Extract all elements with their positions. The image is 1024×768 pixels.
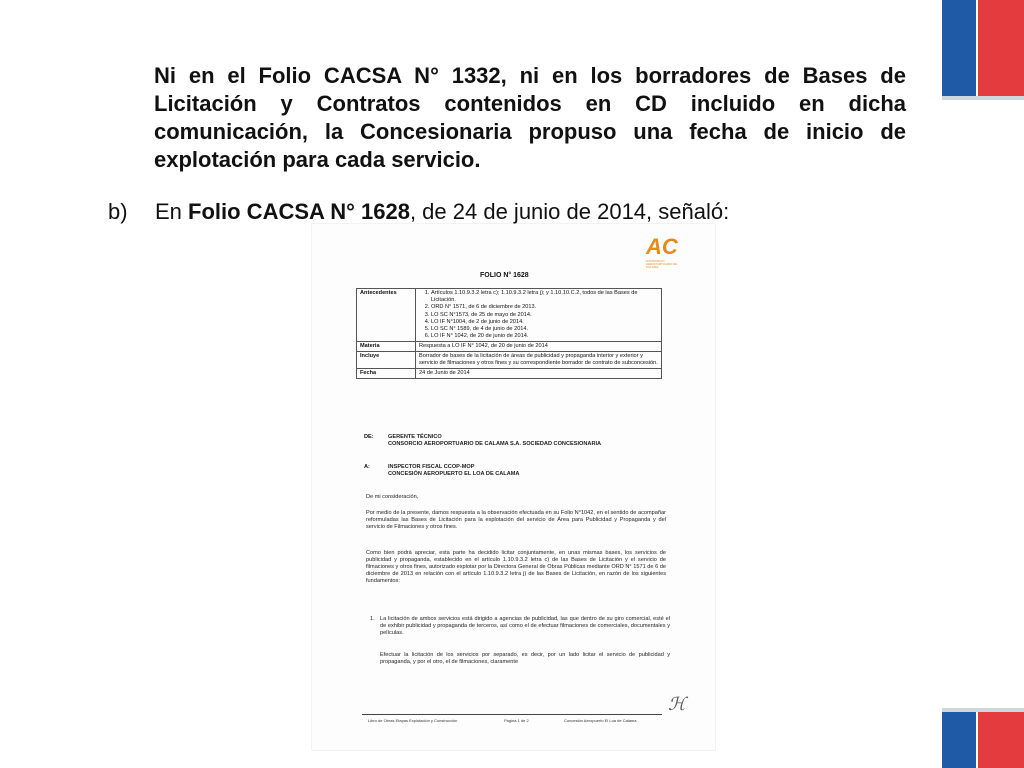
greeting: De mi consideración, (366, 494, 419, 500)
flag-red-stripe (978, 712, 1024, 768)
footer-divider (362, 714, 662, 715)
main-paragraph (154, 62, 906, 174)
flag-shadow (942, 96, 1024, 100)
list-marker: b) (108, 199, 128, 224)
paragraph-line: Ni en el Folio CACSA N° 1332, ni en los borradores de Bases de (154, 63, 906, 88)
scanned-document (312, 224, 715, 750)
header-table (356, 288, 662, 379)
antecedente-item: 4. LO IF N°1004, de 2 de junio de 2014. (431, 319, 658, 326)
list-number: 1. (370, 616, 375, 622)
flag-decoration-top (942, 0, 1024, 98)
item-prefix: En (155, 199, 189, 224)
logo-mark: AC (646, 234, 678, 259)
paragraph-1: Por medio de la presente, damos respuesta a la observación efectuada en su Folio N°1042, en el sentido de acompañar reformuladas las Bases de Licitación para la explotación del servicio de Área para Publicidad y Propaganda y del servicio de Filmaciones y otros fines. (366, 510, 666, 531)
de-line2: CONSORCIO AEROPORTUARIO DE CALAMA S.A. SOCIEDAD CONCESIONARIA (388, 441, 602, 448)
paragraph-line: comunicación, la Concesionaria propuso una fecha de inicio de (154, 119, 906, 144)
incluye-label: Incluye (357, 352, 416, 369)
antecedente-item: 2. ORD N° 1571, de 6 de diciembre de 2013. (431, 304, 658, 311)
fecha-value: 24 de Junio de 2014 (416, 369, 662, 379)
incluye-value: Borrador de bases de la licitación de áreas de publicidad y propaganda interior y exterior y servicio de filmaciones y otros fines y su correspondiente borrador de contrato de subconcesión. (416, 352, 662, 369)
company-logo (646, 234, 686, 274)
de-label: DE: (364, 434, 374, 440)
flag-decoration-bottom (942, 712, 1024, 768)
paragraph-line: Licitación y Contratos contenidos en CD incluido en dicha (154, 91, 906, 116)
paragraph-2: Como bien podrá apreciar, esta parte ha decidido licitar conjuntamente, en unas mismas bases, los servicios de publicidad y propaganda, establecido en el artículo 1.10.9.3.2 letra c) de las Bases de Licitación y el servicio de filmaciones y otros fines, autorizado explotar por la Directora General de Obras Públicas mediante ORD N° 1571 de 6 de diciembre de 2013 en relación con el artículo 1.10.9.3.2 letra j) de las Bases de Licitación, en razón de los siguientes fundamentos: (366, 550, 666, 585)
list-item-1: La licitación de ambos servicios está dirigido a agencias de publicidad, las que dentro de su giro comercial, esté el de exhibir publicidad y propaganda de terceros, así como el de efectuar filmaciones de comerciales, documentales y películas. (380, 616, 670, 637)
document-title: FOLIO N° 1628 (480, 272, 529, 279)
a-block (388, 464, 519, 479)
footer-right: Concesión Aeropuerto El Loa de Calama (564, 718, 637, 723)
a-line2: CONCESIÓN AEROPUERTO EL LOA DE CALAMA (388, 471, 520, 478)
flag-red-stripe (978, 0, 1024, 98)
item-suffix: , de 24 de junio de 2014, señaló: (409, 199, 730, 224)
antecedentes-label: Antecedentes (357, 289, 416, 342)
antecedentes-list-cell (416, 289, 662, 342)
de-line1: GERENTE TÉCNICO (388, 434, 442, 440)
footer-page: Página 1 de 2 (504, 718, 529, 723)
list-item-text (155, 198, 729, 226)
antecedente-item: 3. LO SC N°1573, de 25 de mayo de 2014. (431, 312, 658, 319)
logo-subtitle: CONSORCIO AEROPORTUARIO DE CALAMA (646, 259, 678, 269)
flag-blue-stripe (942, 712, 976, 768)
footer-left: Libro de Obras Etapas Explotación y Construcción (368, 718, 458, 723)
de-block (388, 434, 601, 449)
materia-label: Materia (357, 342, 416, 352)
antecedente-item: 1. Artículos 1.10.9.3.2 letra c); 1.10.9.3.2 letra j); y 1.10.10.C.2, todos de las Bases de Licitación. (431, 290, 658, 304)
antecedente-item: 6. LO IF N° 1042, de 20 de junio de 2014. (431, 333, 658, 340)
antecedente-item: 5. LO SC N° 1589, de 4 de junio de 2014. (431, 326, 658, 333)
fecha-label: Fecha (357, 369, 416, 379)
a-label: A: (364, 464, 370, 470)
signature: ℋ (668, 694, 686, 715)
paragraph-line: explotación para cada servicio. (154, 147, 481, 172)
flag-blue-stripe (942, 0, 976, 98)
list-item-1-continued: Efectuar la licitación de los servicios por separado, es decir, por un lado licitar el servicio de publicidad y propaganda, y por el otro, el de filmaciones, claramente (380, 652, 670, 666)
materia-value: Respuesta a LO IF N° 1042, de 20 de junio de 2014 (416, 342, 662, 352)
a-line1: INSPECTOR FISCAL CCOP-MOP (388, 464, 475, 470)
item-bold-reference: Folio CACSA N° 1628 (188, 199, 410, 224)
